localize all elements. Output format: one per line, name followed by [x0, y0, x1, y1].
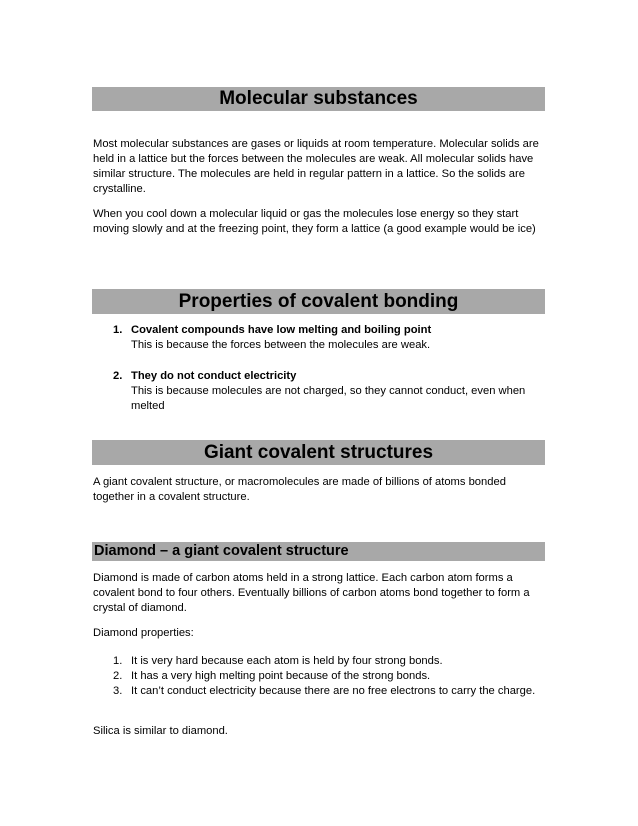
list-number: 1. [113, 655, 123, 667]
list-item-text: This is because molecules are not charged, so they cannot conduct, even when melted [131, 385, 526, 412]
list-item-text: It is very hard because each atom is held by four strong bonds. [131, 655, 443, 667]
list-item-text: This is because the forces between the molecules are weak. [131, 339, 431, 351]
list-number: 1. [113, 324, 123, 336]
paragraph-diamond-intro: Diamond is made of carbon atoms held in a strong lattice. Each carbon atom forms a covalent bond to four others. Eventually billions of carbon atoms bond together to form a crystal of diamond. [93, 572, 530, 614]
paragraph-giant-intro: A giant covalent structure, or macromolecules are made of billions of atoms bonded together in a covalent structure. [93, 476, 506, 503]
subsection-heading-diamond: Diamond – a giant covalent structure [92, 542, 545, 561]
list-number: 2. [113, 670, 123, 682]
list-number: 2. [113, 370, 123, 382]
list-item-text: It can’t conduct electricity because there are no free electrons to carry the charge. [131, 685, 536, 697]
paragraph-silica-note: Silica is similar to diamond. [93, 725, 228, 737]
paragraph-molecular-cooling: When you cool down a molecular liquid or gas the molecules lose energy so they start moving slowly and at the freezing point, they form a lattice (a good example would be ice) [93, 208, 536, 235]
section-heading-properties-covalent: Properties of covalent bonding [92, 289, 545, 314]
section-heading-molecular-substances: Molecular substances [92, 87, 545, 111]
paragraph-molecular-intro: Most molecular substances are gases or liquids at room temperature. Molecular solids are held in a lattice but the forces between the molecules are weak. All molecular solids have similar structure. The molecules are held in regular pattern in a lattice. So the solids are crystalline. [93, 138, 539, 195]
list-item-heading: Covalent compounds have low melting and boiling point [131, 324, 432, 336]
section-heading-giant-covalent: Giant covalent structures [92, 440, 545, 465]
list-number: 3. [113, 685, 123, 697]
list-item-heading: They do not conduct electricity [131, 370, 297, 382]
list-item-text: It has a very high melting point because of the strong bonds. [131, 670, 431, 682]
paragraph-diamond-properties-label: Diamond properties: [93, 627, 194, 639]
